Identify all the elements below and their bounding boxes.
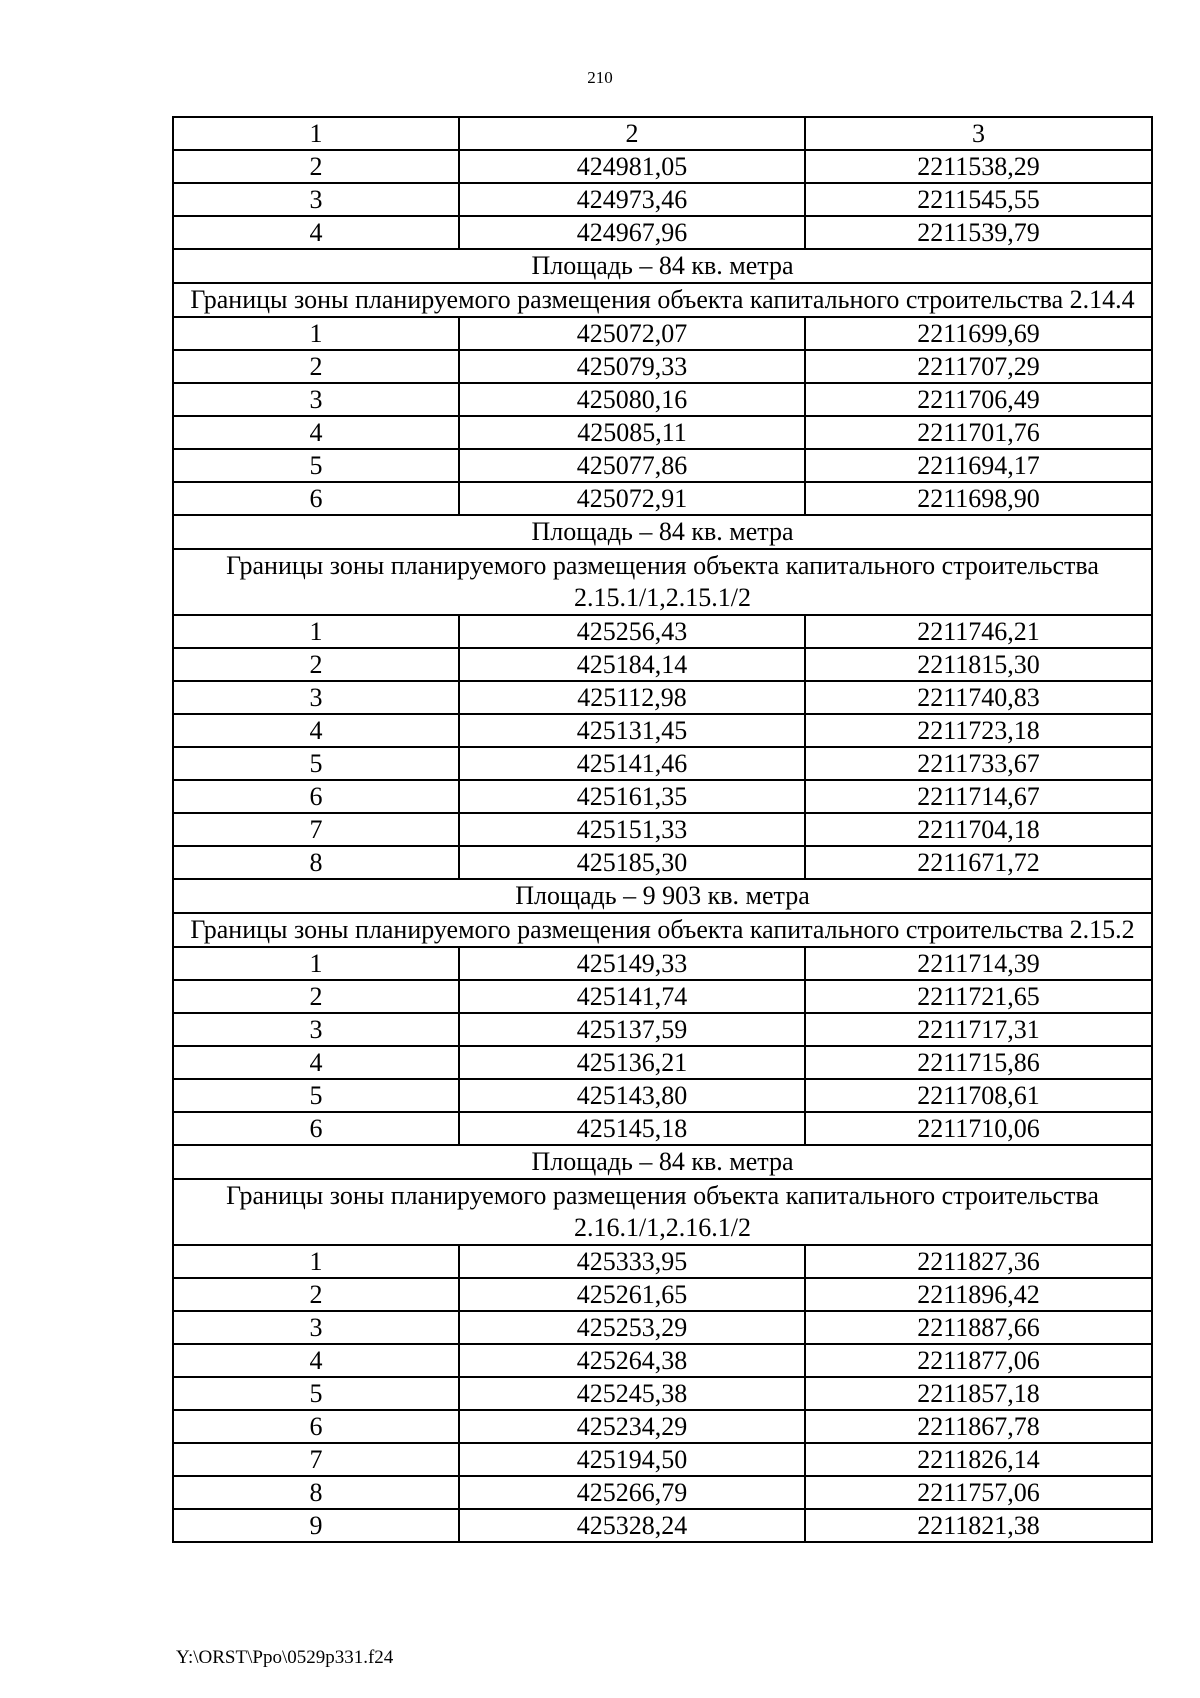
- header-cell-y: 3: [805, 117, 1152, 150]
- x-coordinate-cell: 425266,79: [459, 1476, 805, 1509]
- table-note-cell: Границы зоны планируемого размещения объекта капитального строительства 2.16.1/1,2.16.1/2: [173, 1179, 1152, 1245]
- y-coordinate-cell: 2211715,86: [805, 1046, 1152, 1079]
- table-row: [173, 317, 1152, 350]
- x-coordinate-cell: 425256,43: [459, 615, 805, 648]
- y-coordinate-cell: 2211706,49: [805, 383, 1152, 416]
- table-note-cell: Границы зоны планируемого размещения объекта капитального строительства 2.15.2: [173, 913, 1152, 947]
- coordinates-table-body: [173, 117, 1152, 1542]
- table-note-row: [173, 1179, 1152, 1245]
- point-number-cell: 2: [173, 350, 459, 383]
- x-coordinate-cell: 425079,33: [459, 350, 805, 383]
- table-row: [173, 980, 1152, 1013]
- y-coordinate-cell: 2211887,66: [805, 1311, 1152, 1344]
- table-note-cell: Площадь – 84 кв. метра: [173, 249, 1152, 283]
- y-coordinate-cell: 2211877,06: [805, 1344, 1152, 1377]
- table-note-row: [173, 879, 1152, 913]
- table-row: [173, 183, 1152, 216]
- table-row: [173, 947, 1152, 980]
- point-number-cell: 7: [173, 813, 459, 846]
- y-coordinate-cell: 2211733,67: [805, 747, 1152, 780]
- table-row: [173, 681, 1152, 714]
- table-note-cell: Площадь – 84 кв. метра: [173, 1145, 1152, 1179]
- point-number-cell: 4: [173, 1344, 459, 1377]
- point-number-cell: 5: [173, 747, 459, 780]
- y-coordinate-cell: 2211757,06: [805, 1476, 1152, 1509]
- point-number-cell: 3: [173, 1013, 459, 1046]
- table-row: [173, 1278, 1152, 1311]
- table-row: [173, 1344, 1152, 1377]
- point-number-cell: 8: [173, 1476, 459, 1509]
- x-coordinate-cell: 425245,38: [459, 1377, 805, 1410]
- header-cell-x: 2: [459, 117, 805, 150]
- table-row: [173, 350, 1152, 383]
- table-row: [173, 1245, 1152, 1278]
- y-coordinate-cell: 2211857,18: [805, 1377, 1152, 1410]
- y-coordinate-cell: 2211671,72: [805, 846, 1152, 879]
- table-row: [173, 615, 1152, 648]
- x-coordinate-cell: 424967,96: [459, 216, 805, 249]
- table-note-cell: Площадь – 84 кв. метра: [173, 515, 1152, 549]
- y-coordinate-cell: 2211698,90: [805, 482, 1152, 515]
- point-number-cell: 2: [173, 150, 459, 183]
- y-coordinate-cell: 2211746,21: [805, 615, 1152, 648]
- point-number-cell: 6: [173, 482, 459, 515]
- point-number-cell: 3: [173, 183, 459, 216]
- y-coordinate-cell: 2211827,36: [805, 1245, 1152, 1278]
- y-coordinate-cell: 2211714,39: [805, 947, 1152, 980]
- table-row: [173, 813, 1152, 846]
- table-row: [173, 1377, 1152, 1410]
- header-cell-point-number: 1: [173, 117, 459, 150]
- point-number-cell: 4: [173, 1046, 459, 1079]
- table-row: [173, 1311, 1152, 1344]
- y-coordinate-cell: 2211545,55: [805, 183, 1152, 216]
- x-coordinate-cell: 425080,16: [459, 383, 805, 416]
- point-number-cell: 6: [173, 1410, 459, 1443]
- point-number-cell: 4: [173, 216, 459, 249]
- x-coordinate-cell: 425112,98: [459, 681, 805, 714]
- table-note-row: [173, 249, 1152, 283]
- y-coordinate-cell: 2211694,17: [805, 449, 1152, 482]
- y-coordinate-cell: 2211740,83: [805, 681, 1152, 714]
- x-coordinate-cell: 425141,46: [459, 747, 805, 780]
- x-coordinate-cell: 424981,05: [459, 150, 805, 183]
- x-coordinate-cell: 425136,21: [459, 1046, 805, 1079]
- table-row: [173, 648, 1152, 681]
- y-coordinate-cell: 2211707,29: [805, 350, 1152, 383]
- y-coordinate-cell: 2211867,78: [805, 1410, 1152, 1443]
- coordinates-table: [172, 116, 1153, 1543]
- point-number-cell: 2: [173, 1278, 459, 1311]
- table-note-cell: Границы зоны планируемого размещения объекта капитального строительства 2.15.1/1,2.15.1/2: [173, 549, 1152, 615]
- table-row: [173, 747, 1152, 780]
- page-number: 210: [587, 68, 613, 87]
- point-number-cell: 6: [173, 780, 459, 813]
- x-coordinate-cell: 425151,33: [459, 813, 805, 846]
- table-note-row: [173, 283, 1152, 317]
- table-row: [173, 1013, 1152, 1046]
- x-coordinate-cell: 425264,38: [459, 1344, 805, 1377]
- point-number-cell: 2: [173, 648, 459, 681]
- x-coordinate-cell: 425184,14: [459, 648, 805, 681]
- x-coordinate-cell: 425234,29: [459, 1410, 805, 1443]
- table-row: [173, 1046, 1152, 1079]
- x-coordinate-cell: 425333,95: [459, 1245, 805, 1278]
- y-coordinate-cell: 2211815,30: [805, 648, 1152, 681]
- table-row: [173, 416, 1152, 449]
- y-coordinate-cell: 2211708,61: [805, 1079, 1152, 1112]
- point-number-cell: 3: [173, 383, 459, 416]
- table-row: [173, 1079, 1152, 1112]
- table-note-row: [173, 1145, 1152, 1179]
- point-number-cell: 1: [173, 1245, 459, 1278]
- y-coordinate-cell: 2211721,65: [805, 980, 1152, 1013]
- x-coordinate-cell: 425161,35: [459, 780, 805, 813]
- y-coordinate-cell: 2211821,38: [805, 1509, 1152, 1542]
- x-coordinate-cell: 424973,46: [459, 183, 805, 216]
- y-coordinate-cell: 2211539,79: [805, 216, 1152, 249]
- table-row: [173, 1509, 1152, 1542]
- x-coordinate-cell: 425141,74: [459, 980, 805, 1013]
- point-number-cell: 5: [173, 1079, 459, 1112]
- y-coordinate-cell: 2211538,29: [805, 150, 1152, 183]
- point-number-cell: 4: [173, 416, 459, 449]
- table-note-row: [173, 913, 1152, 947]
- y-coordinate-cell: 2211701,76: [805, 416, 1152, 449]
- table-row: [173, 482, 1152, 515]
- x-coordinate-cell: 425137,59: [459, 1013, 805, 1046]
- point-number-cell: 1: [173, 947, 459, 980]
- x-coordinate-cell: 425085,11: [459, 416, 805, 449]
- point-number-cell: 5: [173, 449, 459, 482]
- x-coordinate-cell: 425253,29: [459, 1311, 805, 1344]
- point-number-cell: 2: [173, 980, 459, 1013]
- table-row: [173, 1112, 1152, 1145]
- file-path-footer: Y:\ORST\Ppo\0529p331.f24: [176, 1647, 394, 1668]
- x-coordinate-cell: 425149,33: [459, 947, 805, 980]
- point-number-cell: 5: [173, 1377, 459, 1410]
- x-coordinate-cell: 425077,86: [459, 449, 805, 482]
- point-number-cell: 1: [173, 615, 459, 648]
- table-row: [173, 846, 1152, 879]
- x-coordinate-cell: 425328,24: [459, 1509, 805, 1542]
- x-coordinate-cell: 425072,07: [459, 317, 805, 350]
- y-coordinate-cell: 2211699,69: [805, 317, 1152, 350]
- x-coordinate-cell: 425261,65: [459, 1278, 805, 1311]
- point-number-cell: 1: [173, 317, 459, 350]
- point-number-cell: 6: [173, 1112, 459, 1145]
- point-number-cell: 9: [173, 1509, 459, 1542]
- y-coordinate-cell: 2211704,18: [805, 813, 1152, 846]
- x-coordinate-cell: 425185,30: [459, 846, 805, 879]
- y-coordinate-cell: 2211826,14: [805, 1443, 1152, 1476]
- point-number-cell: 3: [173, 681, 459, 714]
- y-coordinate-cell: 2211896,42: [805, 1278, 1152, 1311]
- table-row: [173, 383, 1152, 416]
- point-number-cell: 3: [173, 1311, 459, 1344]
- table-note-row: [173, 549, 1152, 615]
- x-coordinate-cell: 425145,18: [459, 1112, 805, 1145]
- table-row: [173, 714, 1152, 747]
- x-coordinate-cell: 425194,50: [459, 1443, 805, 1476]
- table-row: [173, 449, 1152, 482]
- table-row: [173, 780, 1152, 813]
- table-row: [173, 1443, 1152, 1476]
- table-note-cell: Площадь – 9 903 кв. метра: [173, 879, 1152, 913]
- x-coordinate-cell: 425072,91: [459, 482, 805, 515]
- point-number-cell: 8: [173, 846, 459, 879]
- table-note-row: [173, 515, 1152, 549]
- x-coordinate-cell: 425143,80: [459, 1079, 805, 1112]
- y-coordinate-cell: 2211710,06: [805, 1112, 1152, 1145]
- table-note-cell: Границы зоны планируемого размещения объекта капитального строительства 2.14.4: [173, 283, 1152, 317]
- x-coordinate-cell: 425131,45: [459, 714, 805, 747]
- table-row: [173, 216, 1152, 249]
- point-number-cell: 4: [173, 714, 459, 747]
- point-number-cell: 7: [173, 1443, 459, 1476]
- y-coordinate-cell: 2211717,31: [805, 1013, 1152, 1046]
- table-header-row: [173, 117, 1152, 150]
- table-row: [173, 150, 1152, 183]
- y-coordinate-cell: 2211723,18: [805, 714, 1152, 747]
- y-coordinate-cell: 2211714,67: [805, 780, 1152, 813]
- table-row: [173, 1476, 1152, 1509]
- table-row: [173, 1410, 1152, 1443]
